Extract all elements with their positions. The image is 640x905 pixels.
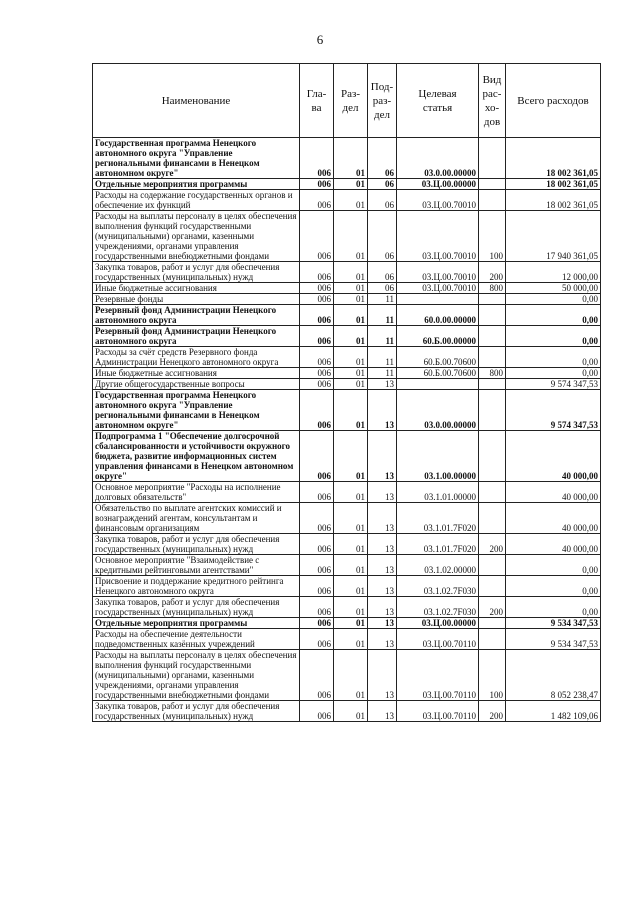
cell-expense-type: 200	[479, 262, 506, 283]
cell-expense-type	[479, 305, 506, 326]
cell-target: 03.Ц.00.00000	[397, 618, 479, 629]
cell-name: Закупка товаров, работ и услуг для обеспечения государственных (муниципальных) нужд	[93, 534, 300, 555]
table-row	[93, 629, 601, 650]
cell-target: 03.0.00.00000	[397, 390, 479, 431]
cell-subsection: 06	[368, 283, 397, 294]
cell-name: Расходы на выплаты персоналу в целях обеспечения выполнения функций государственными (муниципальными) органами, казенными учреждениями, органами управления государственными внебюджетными фондами	[93, 211, 300, 262]
cell-target: 03.1.01.7F020	[397, 503, 479, 534]
cell-name: Присвоение и поддержание кредитного рейтинга Ненецкого автономного округа	[93, 576, 300, 597]
cell-target: 03.1.00.00000	[397, 431, 479, 482]
cell-subsection: 13	[368, 390, 397, 431]
cell-expense-type: 800	[479, 368, 506, 379]
cell-total: 50 000,00	[506, 283, 601, 294]
table-row	[93, 618, 601, 629]
cell-expense-type	[479, 482, 506, 503]
header-target: Целевая статья	[397, 64, 479, 138]
cell-section: 01	[334, 211, 368, 262]
cell-chapter: 006	[300, 390, 334, 431]
cell-name: Расходы на обеспечение деятельности подведомственных казённых учреждений	[93, 629, 300, 650]
cell-section: 01	[334, 179, 368, 190]
cell-target: 03.Ц.00.70010	[397, 283, 479, 294]
cell-chapter: 006	[300, 379, 334, 390]
cell-total: 17 940 361,05	[506, 211, 601, 262]
cell-chapter: 006	[300, 431, 334, 482]
cell-section: 01	[334, 482, 368, 503]
table-row	[93, 368, 601, 379]
header-subsection: Под- раз- дел	[368, 64, 397, 138]
cell-section: 01	[334, 534, 368, 555]
table-header-row	[93, 64, 601, 138]
cell-target: 60.Б.00.00000	[397, 326, 479, 347]
cell-total: 40 000,00	[506, 534, 601, 555]
table-row	[93, 650, 601, 701]
cell-target	[397, 294, 479, 305]
cell-total: 0,00	[506, 305, 601, 326]
cell-chapter: 006	[300, 576, 334, 597]
cell-expense-type	[479, 347, 506, 368]
cell-subsection: 11	[368, 326, 397, 347]
cell-subsection: 13	[368, 503, 397, 534]
cell-section: 01	[334, 701, 368, 722]
cell-total: 8 052 238,47	[506, 650, 601, 701]
table-row	[93, 305, 601, 326]
page-number: 6	[316, 32, 324, 47]
expenditure-table	[92, 63, 601, 722]
cell-target: 03.Ц.00.00000	[397, 179, 479, 190]
cell-subsection: 06	[368, 138, 397, 179]
cell-chapter: 006	[300, 294, 334, 305]
cell-expense-type	[479, 503, 506, 534]
cell-total: 0,00	[506, 347, 601, 368]
cell-chapter: 006	[300, 326, 334, 347]
cell-total: 40 000,00	[506, 482, 601, 503]
cell-name: Иные бюджетные ассигнования	[93, 283, 300, 294]
cell-section: 01	[334, 283, 368, 294]
cell-expense-type	[479, 629, 506, 650]
cell-chapter: 006	[300, 368, 334, 379]
cell-name: Закупка товаров, работ и услуг для обеспечения государственных (муниципальных) нужд	[93, 262, 300, 283]
cell-chapter: 006	[300, 534, 334, 555]
cell-name: Закупка товаров, работ и услуг для обеспечения государственных (муниципальных) нужд	[93, 701, 300, 722]
cell-expense-type: 100	[479, 211, 506, 262]
cell-target: 03.1.02.7F030	[397, 597, 479, 618]
cell-section: 01	[334, 305, 368, 326]
cell-name: Обязательство по выплате агентских комиссий и вознаграждений агентам, консультантам и финансовым организациям	[93, 503, 300, 534]
cell-target: 03.Ц.00.70110	[397, 701, 479, 722]
cell-subsection: 06	[368, 179, 397, 190]
cell-name: Расходы за счёт средств Резервного фонда Администрации Ненецкого автономного округа	[93, 347, 300, 368]
header-name: Наименование	[93, 64, 300, 138]
table-row	[93, 503, 601, 534]
cell-section: 01	[334, 390, 368, 431]
cell-target: 03.1.01.7F020	[397, 534, 479, 555]
cell-chapter: 006	[300, 650, 334, 701]
cell-name: Резервный фонд Администрации Ненецкого автономного округа	[93, 305, 300, 326]
cell-subsection: 13	[368, 701, 397, 722]
cell-subsection: 13	[368, 629, 397, 650]
table-row	[93, 555, 601, 576]
cell-chapter: 006	[300, 211, 334, 262]
cell-expense-type	[479, 618, 506, 629]
cell-target: 03.Ц.00.70110	[397, 629, 479, 650]
cell-section: 01	[334, 629, 368, 650]
cell-expense-type	[479, 138, 506, 179]
table-row	[93, 294, 601, 305]
cell-target: 03.Ц.00.70010	[397, 211, 479, 262]
cell-section: 01	[334, 431, 368, 482]
header-chapter: Гла- ва	[300, 64, 334, 138]
cell-expense-type: 800	[479, 283, 506, 294]
cell-expense-type	[479, 190, 506, 211]
cell-name: Расходы на содержание государственных органов и обеспечение их функций	[93, 190, 300, 211]
cell-subsection: 13	[368, 597, 397, 618]
cell-chapter: 006	[300, 138, 334, 179]
cell-chapter: 006	[300, 347, 334, 368]
cell-subsection: 13	[368, 379, 397, 390]
cell-target: 03.Ц.00.70010	[397, 262, 479, 283]
cell-total: 9 574 347,53	[506, 379, 601, 390]
cell-expense-type	[479, 431, 506, 482]
cell-expense-type: 200	[479, 597, 506, 618]
header-total: Всего расходов	[506, 64, 601, 138]
cell-target: 60.0.00.00000	[397, 305, 479, 326]
cell-section: 01	[334, 294, 368, 305]
cell-target: 03.1.02.7F030	[397, 576, 479, 597]
table-row	[93, 379, 601, 390]
cell-section: 01	[334, 326, 368, 347]
cell-chapter: 006	[300, 555, 334, 576]
cell-expense-type: 200	[479, 701, 506, 722]
cell-section: 01	[334, 138, 368, 179]
table-row	[93, 190, 601, 211]
cell-total: 9 534 347,53	[506, 629, 601, 650]
table-row	[93, 576, 601, 597]
cell-subsection: 13	[368, 555, 397, 576]
cell-chapter: 006	[300, 482, 334, 503]
cell-total: 1 482 109,06	[506, 701, 601, 722]
cell-expense-type	[479, 379, 506, 390]
cell-total: 0,00	[506, 326, 601, 347]
table-row	[93, 534, 601, 555]
cell-section: 01	[334, 555, 368, 576]
cell-section: 01	[334, 379, 368, 390]
cell-section: 01	[334, 650, 368, 701]
cell-subsection: 13	[368, 431, 397, 482]
cell-subsection: 06	[368, 190, 397, 211]
cell-section: 01	[334, 576, 368, 597]
cell-target: 03.0.00.00000	[397, 138, 479, 179]
cell-name: Другие общегосударственные вопросы	[93, 379, 300, 390]
cell-total: 18 002 361,05	[506, 138, 601, 179]
table-row	[93, 431, 601, 482]
cell-expense-type	[479, 576, 506, 597]
cell-total: 18 002 361,05	[506, 190, 601, 211]
cell-subsection: 13	[368, 576, 397, 597]
cell-section: 01	[334, 262, 368, 283]
cell-name: Резервные фонды	[93, 294, 300, 305]
cell-chapter: 006	[300, 618, 334, 629]
cell-total: 40 000,00	[506, 431, 601, 482]
cell-subsection: 11	[368, 347, 397, 368]
cell-section: 01	[334, 618, 368, 629]
cell-section: 01	[334, 503, 368, 534]
cell-section: 01	[334, 190, 368, 211]
header-expense-type: Вид рас- хо- дов	[479, 64, 506, 138]
cell-target: 60.Б.00.70600	[397, 347, 479, 368]
cell-name: Расходы на выплаты персоналу в целях обеспечения выполнения функций государственными (муниципальными) органами, казенными учреждениями, органами управления государственными внебюджетными фондами	[93, 650, 300, 701]
cell-section: 01	[334, 597, 368, 618]
cell-name: Подпрограмма 1 "Обеспечение долгосрочной сбалансированности и устойчивости окружного бюджета, развитие информационных систем управления финансами в Ненецком автономном округе"	[93, 431, 300, 482]
table-row	[93, 326, 601, 347]
header-section: Раз- дел	[334, 64, 368, 138]
cell-target	[397, 379, 479, 390]
cell-subsection: 13	[368, 650, 397, 701]
table-row	[93, 262, 601, 283]
cell-chapter: 006	[300, 283, 334, 294]
cell-name: Отдельные мероприятия программы	[93, 618, 300, 629]
cell-name: Закупка товаров, работ и услуг для обеспечения государственных (муниципальных) нужд	[93, 597, 300, 618]
cell-total: 9 574 347,53	[506, 390, 601, 431]
cell-total: 0,00	[506, 597, 601, 618]
cell-subsection: 06	[368, 262, 397, 283]
cell-name: Государственная программа Ненецкого автономного округа "Управление региональными финансами в Ненецком автономном округе"	[93, 138, 300, 179]
cell-chapter: 006	[300, 262, 334, 283]
cell-target: 03.1.02.00000	[397, 555, 479, 576]
cell-subsection: 13	[368, 618, 397, 629]
cell-chapter: 006	[300, 629, 334, 650]
cell-expense-type: 100	[479, 650, 506, 701]
cell-chapter: 006	[300, 179, 334, 190]
cell-chapter: 006	[300, 597, 334, 618]
cell-expense-type	[479, 555, 506, 576]
table-row	[93, 482, 601, 503]
cell-expense-type	[479, 326, 506, 347]
cell-name: Иные бюджетные ассигнования	[93, 368, 300, 379]
table-row	[93, 179, 601, 190]
cell-name: Основное мероприятие "Расходы на исполнение долговых обязательств"	[93, 482, 300, 503]
table-row	[93, 138, 601, 179]
cell-chapter: 006	[300, 305, 334, 326]
cell-subsection: 06	[368, 211, 397, 262]
cell-total: 0,00	[506, 294, 601, 305]
table-row	[93, 283, 601, 294]
cell-name: Государственная программа Ненецкого автономного округа "Управление региональными финансами в Ненецком автономном округе"	[93, 390, 300, 431]
table-row	[93, 701, 601, 722]
cell-total: 12 000,00	[506, 262, 601, 283]
cell-subsection: 13	[368, 534, 397, 555]
table-row	[93, 390, 601, 431]
cell-total: 0,00	[506, 555, 601, 576]
cell-total: 0,00	[506, 368, 601, 379]
cell-total: 0,00	[506, 576, 601, 597]
cell-expense-type: 200	[479, 534, 506, 555]
cell-chapter: 006	[300, 503, 334, 534]
cell-target: 03.Ц.00.70010	[397, 190, 479, 211]
cell-chapter: 006	[300, 190, 334, 211]
cell-name: Отдельные мероприятия программы	[93, 179, 300, 190]
cell-target: 60.Б.00.70600	[397, 368, 479, 379]
cell-section: 01	[334, 368, 368, 379]
cell-name: Основное мероприятие "Взаимодействие с кредитными рейтинговыми агентствами"	[93, 555, 300, 576]
cell-subsection: 11	[368, 368, 397, 379]
cell-name: Резервный фонд Администрации Ненецкого автономного округа	[93, 326, 300, 347]
cell-subsection: 11	[368, 305, 397, 326]
table-row	[93, 347, 601, 368]
table-row	[93, 211, 601, 262]
cell-expense-type	[479, 390, 506, 431]
cell-total: 40 000,00	[506, 503, 601, 534]
cell-target: 03.1.01.00000	[397, 482, 479, 503]
cell-total: 9 534 347,53	[506, 618, 601, 629]
cell-chapter: 006	[300, 701, 334, 722]
cell-target: 03.Ц.00.70110	[397, 650, 479, 701]
cell-expense-type	[479, 294, 506, 305]
cell-total: 18 002 361,05	[506, 179, 601, 190]
cell-subsection: 13	[368, 482, 397, 503]
cell-section: 01	[334, 347, 368, 368]
cell-expense-type	[479, 179, 506, 190]
table-row	[93, 597, 601, 618]
cell-subsection: 11	[368, 294, 397, 305]
